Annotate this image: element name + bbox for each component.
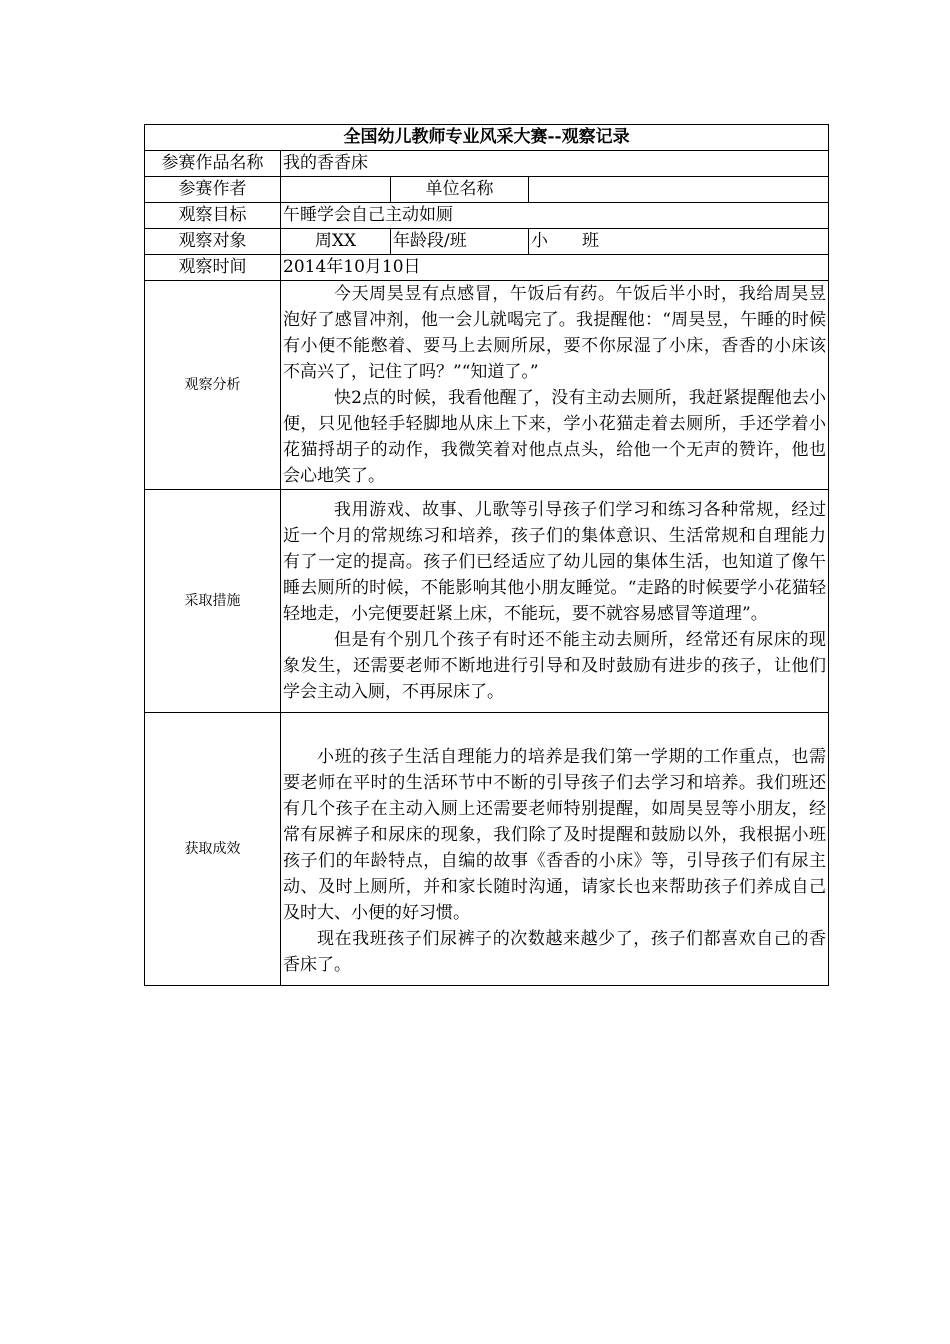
measures-paragraph-1: 我用游戏、故事、儿歌等引导孩子们学习和练习各种常规，经过近一个月的常规练习和培养，孩子们的集体意识、生活常规和自理能力有了一定的提高。孩子们已经适应了幼儿园的集体生活，也知道了像午睡去厕所的时候，不能影响其他小朋友睡觉。“走路的时候要学小花猫轻轻地走，小完便要赶紧上床，不能玩，要不就容易感冒等道理”。	[283, 500, 827, 624]
measures-paragraph-2: 但是有个别几个孩子有时还不能主动去厕所，经常还有尿床的现象发生，还需要老师不断地进行引导和及时鼓励有进步的孩子，让他们学会主动入厕，不再尿床了。	[283, 630, 827, 702]
analysis-content	[281, 281, 829, 490]
results-content	[281, 713, 829, 986]
measures-label: 采取措施	[145, 490, 281, 713]
results-label: 获取成效	[145, 713, 281, 986]
results-paragraph-1: 小班的孩子生活自理能力的培养是我们第一学期的工作重点，也需要老师在平时的生活环节中不断的引导孩子们去学习和培养。我们班还有几个孩子在主动入厕上还需要老师特别提醒，如周昊昱等小朋友，经常有尿裤子和尿床的现象，我们除了及时提醒和鼓励以外，我根据小班孩子们的年龄特点，自编的故事《香香的小床》等，引导孩子们有尿主动、及时上厕所，并和家长随时沟通，请家长也来帮助孩子们养成自己及时大、小便的好习惯。	[283, 747, 827, 923]
observation-table	[144, 124, 829, 986]
work-name-label: 参赛作品名称	[145, 151, 281, 177]
subject-value: 周XX	[281, 229, 391, 255]
measures-content	[281, 490, 829, 713]
goal-label: 观察目标	[145, 203, 281, 229]
analysis-paragraph-2: 快2点的时候，我看他醒了，没有主动去厕所，我赶紧提醒他去小便，只见他轻手轻脚地从床上下来，学小花猫走着去厕所，手还学着小花猫捋胡子的动作，我微笑着对他点点头，给他一个无声的赞许，他也会心地笑了。	[283, 388, 827, 486]
author-value	[281, 177, 391, 203]
page-title: 全国幼儿教师专业风采大赛--观察记录	[145, 125, 829, 151]
analysis-paragraph-1: 今天周昊昱有点感冒，午饭后有药。午饭后半小时，我给周昊昱泡好了感冒冲剂，他一会儿就喝完了。我提醒他：“周昊昱，午睡的时候有小便不能憋着、要马上去厕所尿，要不你尿湿了小床，香香的小床该不高兴了，记住了吗？”“知道了。”	[283, 284, 827, 382]
work-name-value: 我的香香床	[281, 151, 829, 177]
goal-value: 午睡学会自己主动如厕	[281, 203, 829, 229]
unit-value	[529, 177, 829, 203]
time-value: 2014年10月10日	[281, 255, 829, 281]
analysis-label: 观察分析	[145, 281, 281, 490]
subject-label: 观察对象	[145, 229, 281, 255]
unit-label: 单位名称	[391, 177, 529, 203]
results-paragraph-2: 现在我班孩子们尿裤子的次数越来越少了，孩子们都喜欢自己的香香床了。	[283, 929, 827, 975]
age-value: 小 班	[529, 229, 829, 255]
age-label: 年龄段/班	[391, 229, 529, 255]
time-label: 观察时间	[145, 255, 281, 281]
observation-record-sheet	[144, 124, 828, 986]
author-label: 参赛作者	[145, 177, 281, 203]
